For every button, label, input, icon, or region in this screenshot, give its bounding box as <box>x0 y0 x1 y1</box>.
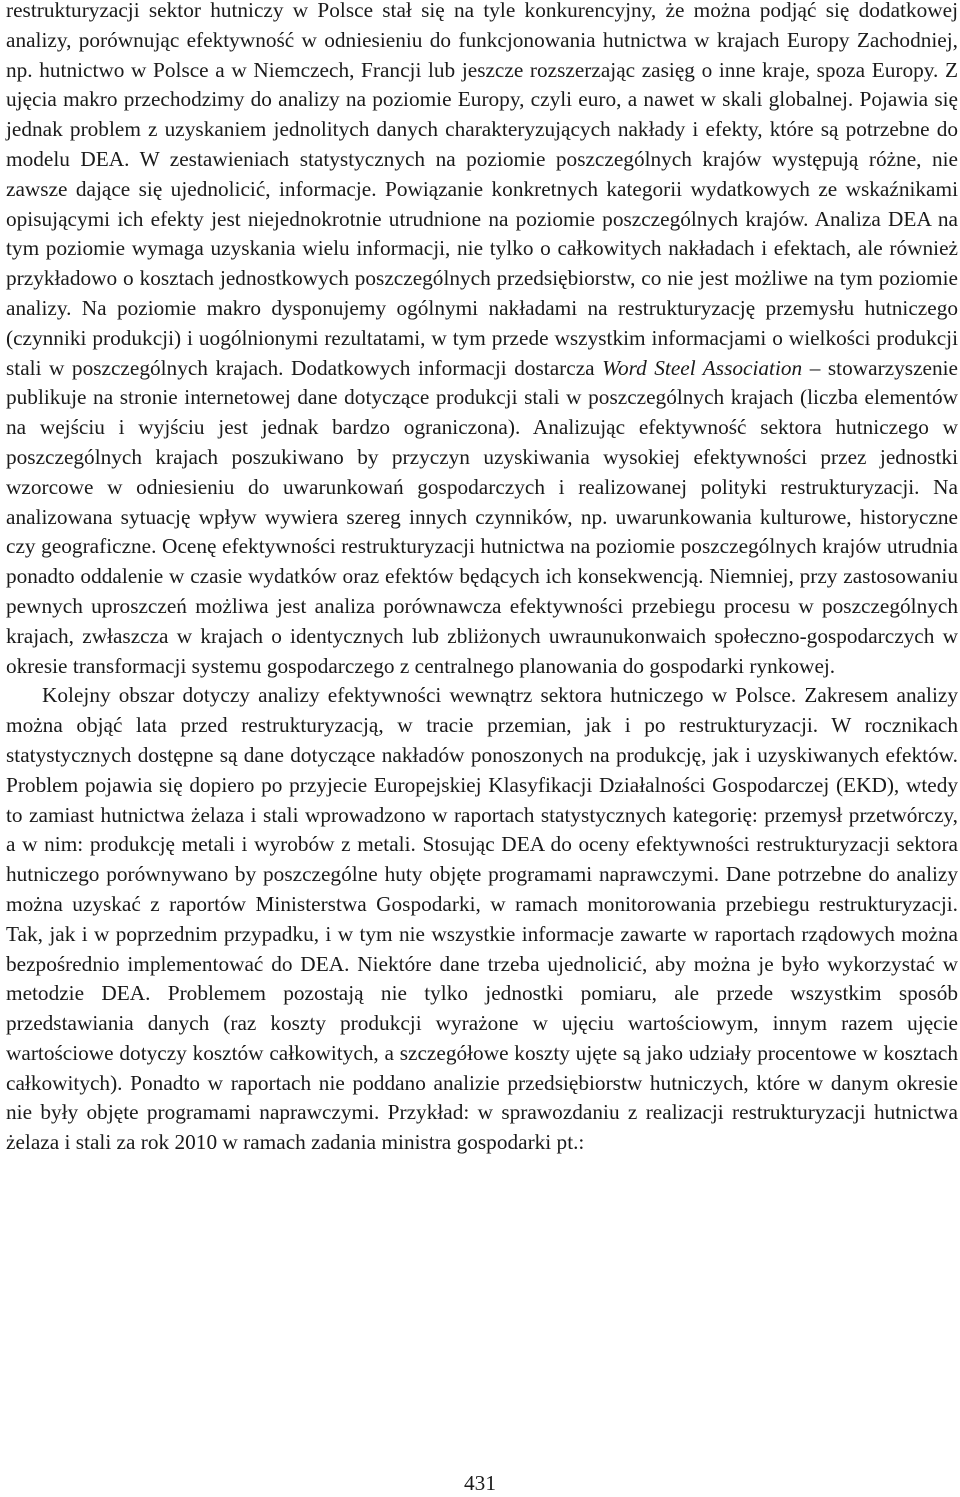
paragraph-1-emphasis: Word Steel Association <box>602 355 803 380</box>
paragraph-1 <box>6 0 958 681</box>
document-body <box>6 0 958 1158</box>
paragraph-1-text-before: restrukturyzacji sektor hutniczy w Polsce stał się na tyle konkurencyjny, że można podjąć się dodatkowej analizy, porównując efektywność w odniesieniu do funkcjonowania hutnictwa w krajach Europy Zachodniej, np. hutnictwo w Polsce a w Niemczech, Francji lub jeszcze rozszerzając zasięg o inne kraje, spoza Europy. Z ujęcia makro przechodzimy do analizy na poziomie Europy, czyli euro, a nawet w skali globalnej. Pojawia się jednak problem z uzyskaniem jednolitych danych charakteryzujących nakłady i efekty, które są potrzebne do modelu DEA. W zestawieniach statystycznych na poziomie poszczególnych krajów występują różne, nie zawsze dające się ujednolicić, informacje. Powiązanie konkretnych kategorii wydatkowych ze wskaźnikami opisującymi ich efekty jest niejednokrotnie utrudnione na poziomie poszczególnych krajów. Analiza DEA na tym poziomie wymaga uzyskania wielu informacji, nie tylko o całkowitych nakładach i efektach, ale również przykładowo o kosztach jednostkowych poszczególnych przedsiębiorstw, co nie jest możliwe na tym poziomie analizy. Na poziomie makro dysponujemy ogólnymi nakładami na restrukturyzację przemysłu hutniczego (czynniki produkcji) i uogólnionymi rezultatami, w tym przede wszystkim informacjami o wielkości produkcji stali w poszczególnych krajach. Dodatkowych informacji dostarcza <box>6 0 958 380</box>
page-number: 431 <box>464 1471 496 1495</box>
paragraph-1-text-after: – stowarzyszenie publikuje na stronie internetowej dane dotyczące produkcji stali w poszczególnych krajach (liczba elementów na wejściu i wyjściu jest jednak bardzo ograniczona). Analizując efektywność sektora hutniczego w poszczególnych krajach poszukiwano by przyczyn uzyskiwania wysokiej efektywności przez jednostki wzorcowe w odniesieniu do uwarunkowań gospodarczych i realizowanej polityki restrukturyzacji. Na analizowana sytuację wpływ wywiera szereg innych czynników, np. uwarunkowania kulturowe, historyczne czy geograficzne. Ocenę efektywności restrukturyzacji hutnictwa na poziomie poszczególnych krajów utrudnia ponadto oddalenie w czasie wydatków oraz efektów będących ich konsekwencją. Niemniej, przy zastosowaniu pewnych uproszczeń możliwa jest analiza porównawcza efektywności przebiegu procesu w poszczególnych krajach, zwłaszcza w krajach o identycznych lub zbliżonych uwraunukonwaich społeczno-gospodarczych w okresie transformacji systemu gospodarczego z centralnego planowania do gospodarki rynkowej. <box>6 355 958 678</box>
paragraph-2: Kolejny obszar dotyczy analizy efektywności wewnątrz sektora hutniczego w Polsce. Zakresem analizy można objąć lata przed restrukturyzacją, w tracie przemian, jak i po restrukturyzacji. W rocznikach statystycznych dostępne są dane dotyczące nakładów ponoszonych na produkcję, jak i uzyskiwanych efektów. Problem pojawia się dopiero po przyjecie Europejskiej Klasyfikacji Działalności Gospodarczej (EKD), wtedy to zamiast hutnictwa żelaza i stali wprowadzono w raportach statystycznych kategorię: przemysł przetwórczy, a w nim: produkcję metali i wyrobów z metali. Stosując DEA do oceny efektywności restrukturyzacji sektora hutniczego porównywano by poszczególne huty objęte programami naprawczymi. Dane potrzebne do analizy można uzyskać z raportów Ministerstwa Gospodarki, w ramach monitorowania przebiegu restrukturyzacji. Tak, jak i w poprzednim przypadku, i w tym nie wszystkie informacje zawarte w raportach rządowych można bezpośrednio implementować do DEA. Niektóre dane trzeba ujednolicić, aby można je było wykorzystać w metodzie DEA. Problemem pozostają nie tylko jednostki pomiaru, ale przede wszystkim sposób przedstawiania danych (raz koszty produkcji wyrażone w ujęciu wartościowym, innym razem ujęcie wartościowe dotyczy kosztów całkowitych, a szczegółowe koszty ujęte są jako udziały procentowe w kosztach całkowitych). Ponadto w raportach nie poddano analizie przedsiębiorstw hutniczych, które w danym okresie nie były objęte programami naprawczymi. Przykład: w sprawozdaniu z realizacji restrukturyzacji hutnictwa żelaza i stali za rok 2010 w ramach zadania ministra gospodarki pt.: <box>6 683 958 1155</box>
